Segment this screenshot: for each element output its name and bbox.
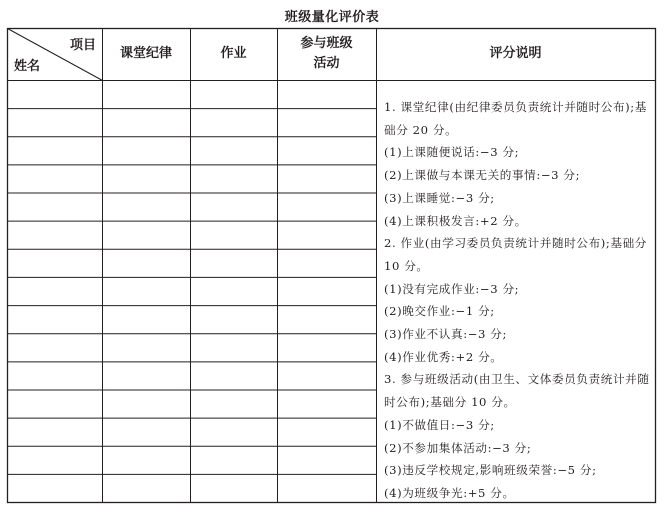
scoring-notes bbox=[384, 96, 654, 505]
note-line: (3)作业不认真:−3 分; bbox=[384, 327, 507, 342]
note-line: (2)晚交作业:−1 分; bbox=[384, 304, 495, 319]
note-line: (1)上课随便说话:−3 分; bbox=[384, 145, 520, 160]
column-header-scoring-notes: 评分说明 bbox=[489, 46, 542, 61]
note-line: (3)违反学校规定,影响班级荣誉:−5 分; bbox=[384, 463, 597, 478]
note-line: 1. 课堂纪律(由纪律委员负责统计并随时公布);基础分 20 分。 bbox=[384, 100, 647, 137]
column-header-class-activity: 参与班级 活动 bbox=[300, 36, 353, 71]
note-line: (4)上课积极发言:+2 分。 bbox=[384, 213, 527, 228]
note-line: (4)为班级争光:+5 分。 bbox=[384, 485, 515, 500]
note-line: (3)上课睡觉:−3 分; bbox=[384, 190, 495, 205]
note-line: (2)上课做与本课无关的事情:−3 分; bbox=[384, 168, 581, 183]
table-title: 班级量化评价表 bbox=[284, 10, 380, 25]
note-line: (4)作业优秀:+2 分。 bbox=[384, 349, 503, 364]
note-line: 2. 作业(由学习委员负责统计并随时公布);基础分 10 分。 bbox=[384, 236, 647, 273]
note-line: (2)不参加集体活动:−3 分; bbox=[384, 440, 532, 455]
note-line: 3. 参与班级活动(由卫生、文体委员负责统计并随时公布);基础分 10 分。 bbox=[384, 372, 650, 410]
note-line: (1)不做值日:−3 分; bbox=[384, 417, 495, 432]
corner-label-item: 项目 bbox=[69, 38, 96, 53]
corner-label-name: 姓名 bbox=[14, 59, 41, 74]
column-header-homework: 作业 bbox=[220, 46, 247, 61]
note-line: (1)没有完成作业:−3 分; bbox=[384, 281, 520, 296]
column-header-discipline: 课堂纪律 bbox=[119, 46, 172, 61]
